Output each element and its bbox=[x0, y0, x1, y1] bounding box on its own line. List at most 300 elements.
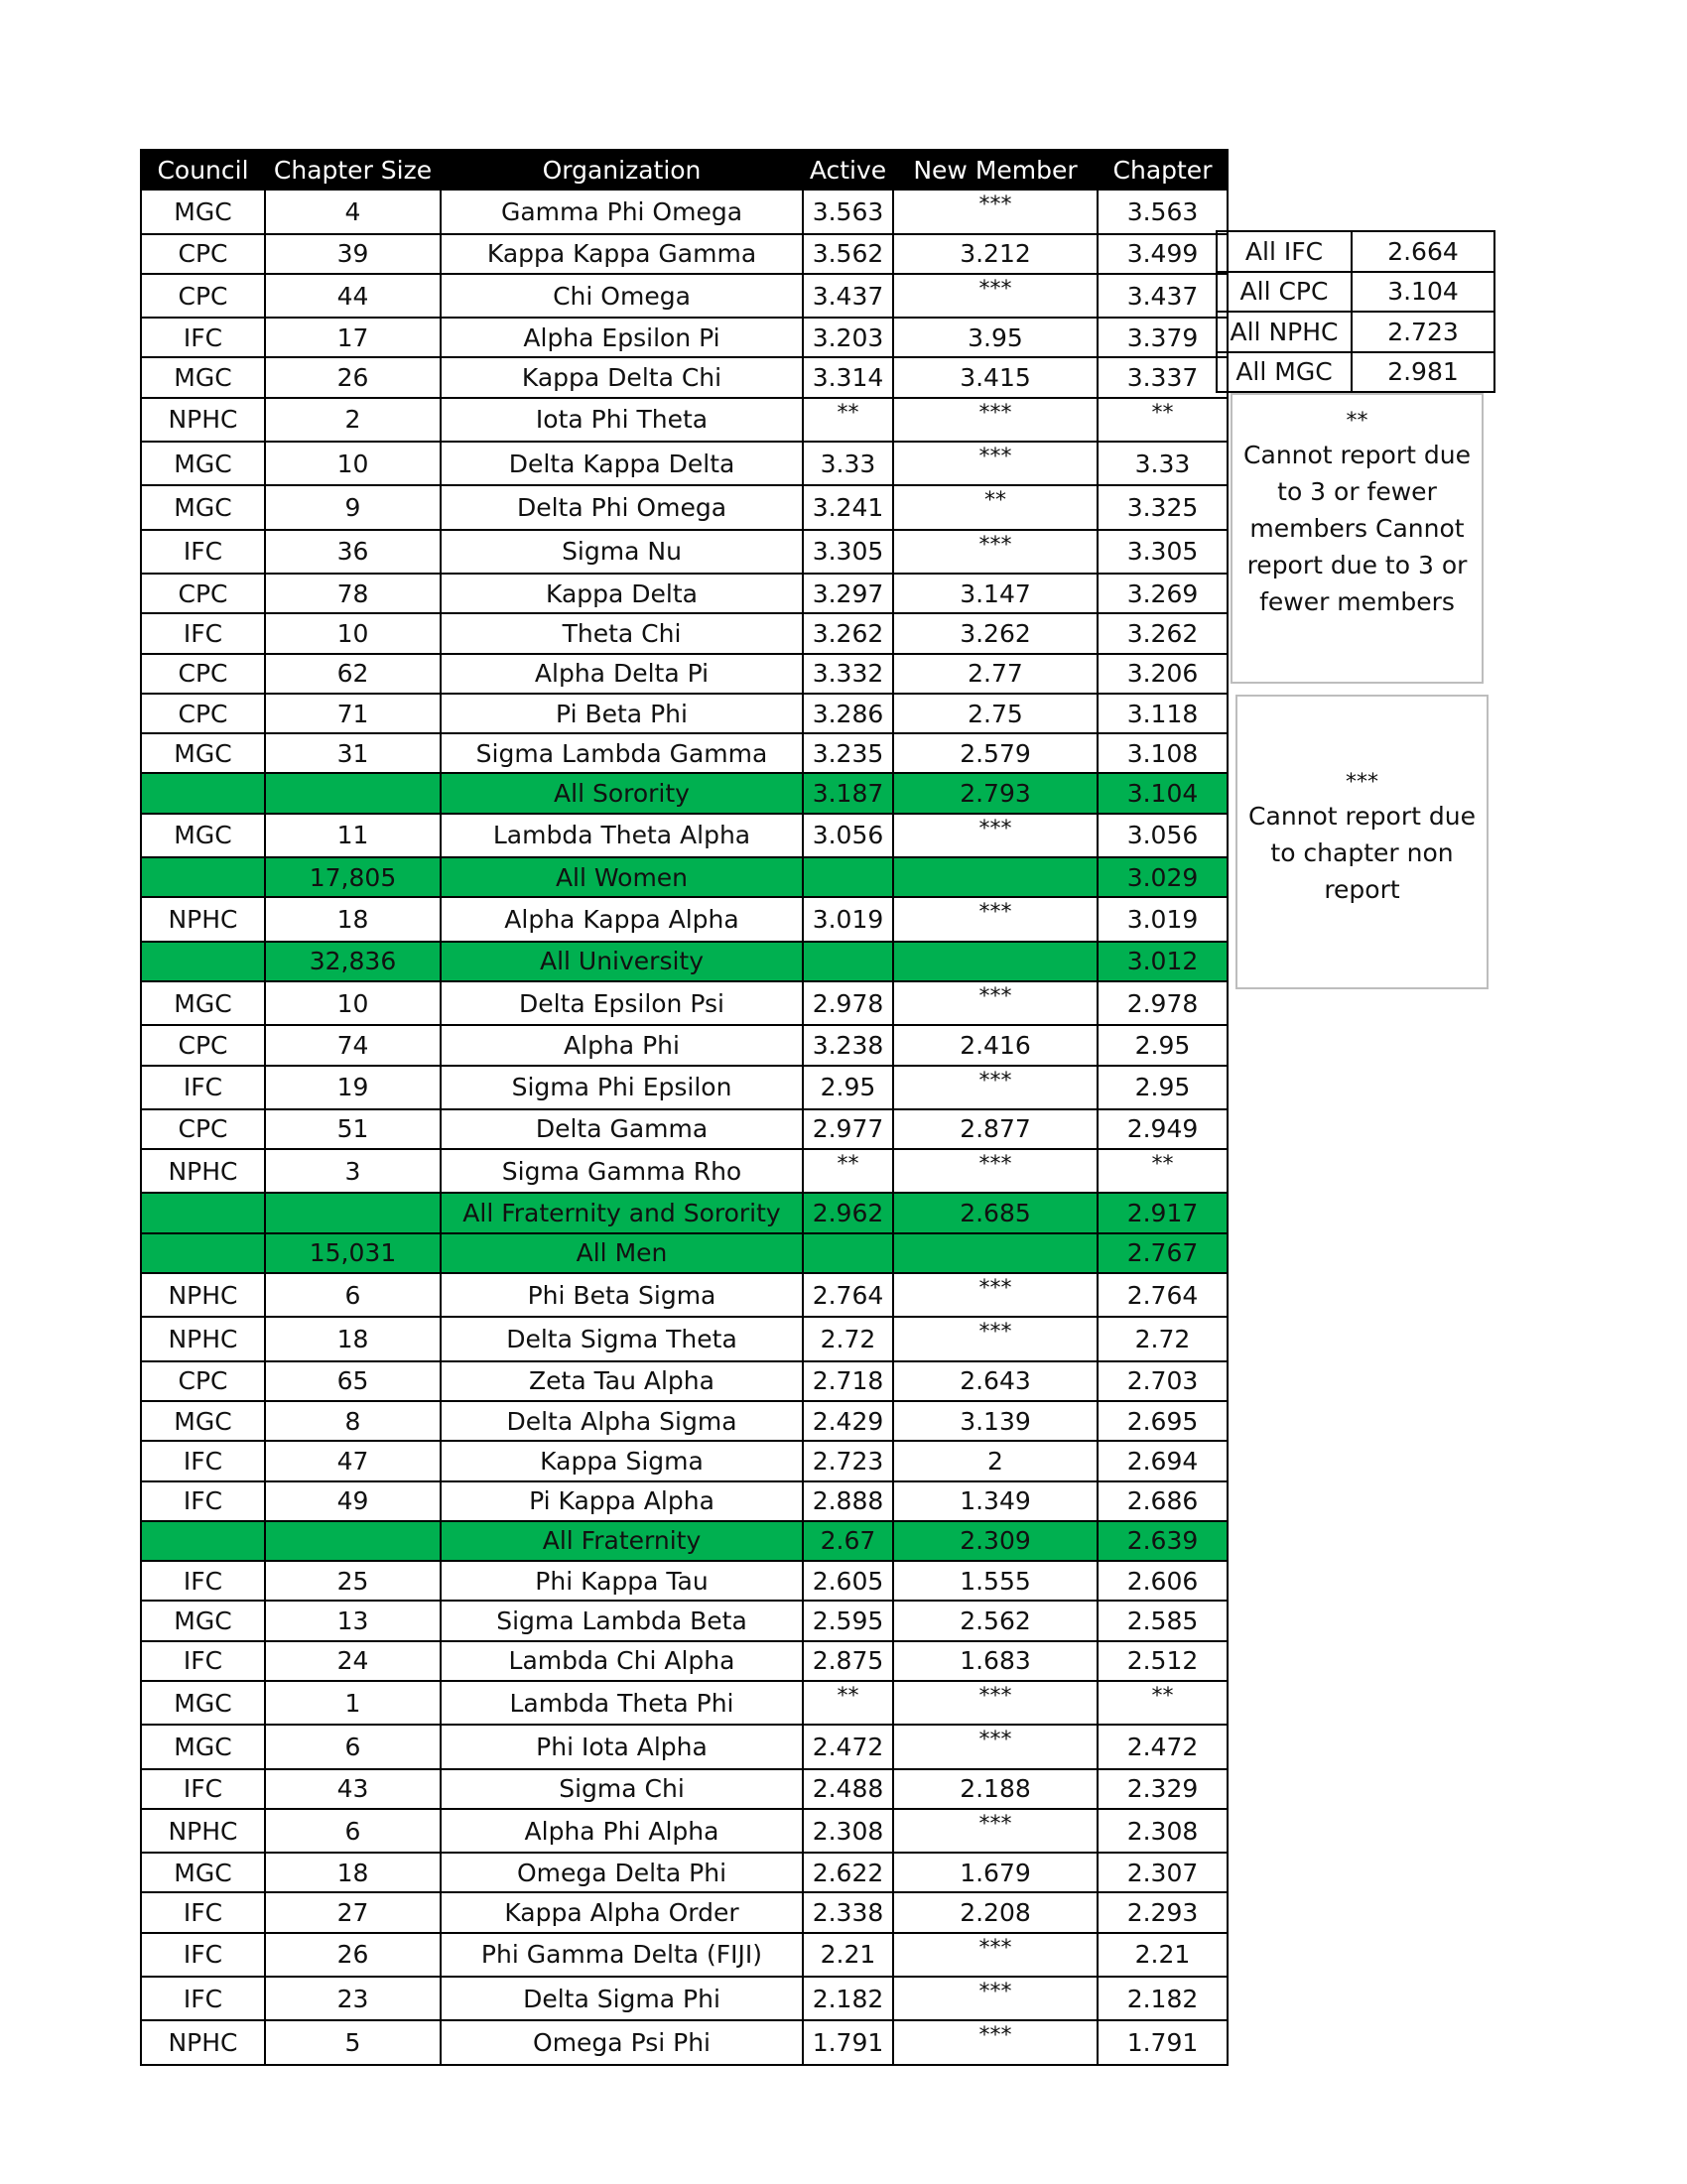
new-member-gpa-cell: *** bbox=[893, 814, 1098, 857]
new-member-gpa-cell: *** bbox=[893, 398, 1098, 442]
note-double-asterisk bbox=[1231, 393, 1484, 684]
new-member-gpa-cell: *** bbox=[893, 1809, 1098, 1853]
chapter-size-cell: 65 bbox=[265, 1361, 441, 1401]
active-gpa-cell: 2.875 bbox=[803, 1641, 893, 1681]
new-member-gpa-cell: 2.685 bbox=[893, 1193, 1098, 1232]
active-gpa-cell: 3.238 bbox=[803, 1025, 893, 1065]
table-row bbox=[141, 485, 1228, 529]
council-cell bbox=[141, 1193, 265, 1232]
chapter-gpa-cell: 2.917 bbox=[1098, 1193, 1228, 1232]
active-gpa-cell: 3.286 bbox=[803, 694, 893, 733]
council-cell bbox=[141, 1521, 265, 1561]
council-cell: CPC bbox=[141, 1109, 265, 1149]
organization-cell: Phi Kappa Tau bbox=[441, 1561, 803, 1601]
organization-cell: Pi Kappa Alpha bbox=[441, 1481, 803, 1521]
chapter-size-cell: 39 bbox=[265, 234, 441, 274]
chapter-size-cell: 71 bbox=[265, 694, 441, 733]
chapter-gpa-cell: 3.337 bbox=[1098, 357, 1228, 397]
organization-cell: Lambda Theta Alpha bbox=[441, 814, 803, 857]
council-average-label: All CPC bbox=[1217, 272, 1352, 313]
new-member-gpa-cell: 2.579 bbox=[893, 733, 1098, 773]
organization-cell: Sigma Lambda Gamma bbox=[441, 733, 803, 773]
chapter-gpa-cell: 2.472 bbox=[1098, 1725, 1228, 1768]
organization-cell: All Women bbox=[441, 857, 803, 897]
council-cell: IFC bbox=[141, 1066, 265, 1109]
chapter-gpa-cell: 2.95 bbox=[1098, 1066, 1228, 1109]
chapter-gpa-cell: 3.325 bbox=[1098, 485, 1228, 529]
organization-cell: Delta Epsilon Psi bbox=[441, 981, 803, 1025]
council-cell: NPHC bbox=[141, 1809, 265, 1853]
new-member-gpa-cell: 1.555 bbox=[893, 1561, 1098, 1601]
new-member-gpa-cell: 2.77 bbox=[893, 654, 1098, 694]
organization-cell: Pi Beta Phi bbox=[441, 694, 803, 733]
organization-cell: Delta Phi Omega bbox=[441, 485, 803, 529]
active-gpa-cell: 3.019 bbox=[803, 897, 893, 941]
chapter-gpa-cell: 2.606 bbox=[1098, 1561, 1228, 1601]
council-cell: MGC bbox=[141, 357, 265, 397]
chapter-size-cell: 17 bbox=[265, 318, 441, 357]
table-row bbox=[141, 574, 1228, 613]
table-row bbox=[141, 694, 1228, 733]
new-member-gpa-cell: *** bbox=[893, 1317, 1098, 1360]
chapter-size-cell: 23 bbox=[265, 1977, 441, 2020]
table-row bbox=[141, 1725, 1228, 1768]
council-cell: CPC bbox=[141, 654, 265, 694]
active-gpa-cell: 2.429 bbox=[803, 1401, 893, 1441]
organization-cell: Omega Delta Phi bbox=[441, 1853, 803, 1892]
note-symbol: ** bbox=[1346, 409, 1368, 434]
chapter-gpa-cell: 2.695 bbox=[1098, 1401, 1228, 1441]
chapter-gpa-cell: 1.791 bbox=[1098, 2020, 1228, 2064]
new-member-gpa-cell: 2 bbox=[893, 1441, 1098, 1480]
chapter-size-cell: 74 bbox=[265, 1025, 441, 1065]
chapter-gpa-cell: 2.585 bbox=[1098, 1601, 1228, 1640]
chapter-gpa-cell: 3.437 bbox=[1098, 274, 1228, 318]
active-gpa-cell: 2.95 bbox=[803, 1066, 893, 1109]
organization-cell: All University bbox=[441, 942, 803, 981]
organization-cell: Kappa Kappa Gamma bbox=[441, 234, 803, 274]
new-member-gpa-cell: *** bbox=[893, 1933, 1098, 1977]
chapter-gpa-cell: ** bbox=[1098, 1681, 1228, 1725]
council-average-row bbox=[1217, 231, 1494, 272]
chapter-size-cell: 10 bbox=[265, 981, 441, 1025]
organization-cell: All Men bbox=[441, 1233, 803, 1273]
chapter-gpa-cell: 2.639 bbox=[1098, 1521, 1228, 1561]
council-cell: IFC bbox=[141, 1561, 265, 1601]
council-average-row bbox=[1217, 272, 1494, 313]
table-row bbox=[141, 1401, 1228, 1441]
council-cell: NPHC bbox=[141, 1149, 265, 1193]
chapter-size-cell: 24 bbox=[265, 1641, 441, 1681]
organization-cell: Kappa Delta Chi bbox=[441, 357, 803, 397]
table-row bbox=[141, 1149, 1228, 1193]
new-member-gpa-cell: 2.793 bbox=[893, 773, 1098, 813]
active-gpa-cell: 3.187 bbox=[803, 773, 893, 813]
organization-cell: Kappa Sigma bbox=[441, 1441, 803, 1480]
gpa-report-table bbox=[140, 149, 1229, 2066]
chapter-gpa-cell: 3.499 bbox=[1098, 234, 1228, 274]
organization-cell: Alpha Phi Alpha bbox=[441, 1809, 803, 1853]
chapter-size-cell: 17,805 bbox=[265, 857, 441, 897]
council-cell: IFC bbox=[141, 1441, 265, 1480]
council-average-label: All MGC bbox=[1217, 352, 1352, 393]
chapter-size-cell: 62 bbox=[265, 654, 441, 694]
note-triple-asterisk bbox=[1235, 695, 1489, 989]
organization-cell: Sigma Gamma Rho bbox=[441, 1149, 803, 1193]
council-average-label: All IFC bbox=[1217, 231, 1352, 272]
chapter-gpa-cell: 2.307 bbox=[1098, 1853, 1228, 1892]
chapter-gpa-cell: 2.694 bbox=[1098, 1441, 1228, 1480]
new-member-gpa-cell: 3.147 bbox=[893, 574, 1098, 613]
header-row bbox=[141, 150, 1228, 190]
new-member-gpa-cell: *** bbox=[893, 1977, 1098, 2020]
table-row bbox=[141, 897, 1228, 941]
organization-cell: All Sorority bbox=[441, 773, 803, 813]
table-row bbox=[141, 654, 1228, 694]
chapter-gpa-cell: 3.563 bbox=[1098, 190, 1228, 233]
council-cell: IFC bbox=[141, 1977, 265, 2020]
council-cell: IFC bbox=[141, 1481, 265, 1521]
active-gpa-cell: 3.563 bbox=[803, 190, 893, 233]
council-average-row bbox=[1217, 352, 1494, 393]
council-average-label: All NPHC bbox=[1217, 312, 1352, 352]
organization-cell: Theta Chi bbox=[441, 613, 803, 653]
chapter-size-cell: 5 bbox=[265, 2020, 441, 2064]
chapter-gpa-cell: 3.104 bbox=[1098, 773, 1228, 813]
new-member-gpa-cell: 2.208 bbox=[893, 1892, 1098, 1932]
chapter-gpa-cell: 3.012 bbox=[1098, 942, 1228, 981]
active-gpa-cell: 3.297 bbox=[803, 574, 893, 613]
new-member-gpa-cell: *** bbox=[893, 1681, 1098, 1725]
active-gpa-cell: 2.595 bbox=[803, 1601, 893, 1640]
active-gpa-cell: 2.308 bbox=[803, 1809, 893, 1853]
new-member-gpa-cell: 2.75 bbox=[893, 694, 1098, 733]
chapter-size-cell: 18 bbox=[265, 897, 441, 941]
chapter-gpa-cell: ** bbox=[1098, 398, 1228, 442]
new-member-gpa-cell: *** bbox=[893, 1725, 1098, 1768]
chapter-size-cell: 36 bbox=[265, 530, 441, 574]
new-member-gpa-cell: 2.562 bbox=[893, 1601, 1098, 1640]
chapter-gpa-cell: 3.33 bbox=[1098, 442, 1228, 485]
organization-cell: Phi Gamma Delta (FIJI) bbox=[441, 1933, 803, 1977]
active-gpa-cell: 2.67 bbox=[803, 1521, 893, 1561]
summary-row bbox=[141, 1521, 1228, 1561]
chapter-size-cell: 13 bbox=[265, 1601, 441, 1640]
table-row bbox=[141, 1933, 1228, 1977]
active-gpa-cell: 2.764 bbox=[803, 1273, 893, 1317]
chapter-size-cell: 26 bbox=[265, 357, 441, 397]
chapter-size-cell: 4 bbox=[265, 190, 441, 233]
chapter-size-cell: 51 bbox=[265, 1109, 441, 1149]
organization-cell: Phi Iota Alpha bbox=[441, 1725, 803, 1768]
council-cell bbox=[141, 1233, 265, 1273]
council-cell: IFC bbox=[141, 530, 265, 574]
active-gpa-cell: 2.472 bbox=[803, 1725, 893, 1768]
chapter-gpa-cell: 2.21 bbox=[1098, 1933, 1228, 1977]
council-cell: CPC bbox=[141, 274, 265, 318]
organization-cell: Kappa Delta bbox=[441, 574, 803, 613]
active-gpa-cell: 2.978 bbox=[803, 981, 893, 1025]
council-cell: MGC bbox=[141, 1725, 265, 1768]
table-row bbox=[141, 733, 1228, 773]
new-member-gpa-cell: 2.309 bbox=[893, 1521, 1098, 1561]
council-cell: CPC bbox=[141, 1361, 265, 1401]
new-member-gpa-cell: *** bbox=[893, 1066, 1098, 1109]
summary-row bbox=[141, 942, 1228, 981]
new-member-gpa-cell: *** bbox=[893, 2020, 1098, 2064]
new-member-gpa-cell: 2.188 bbox=[893, 1769, 1098, 1809]
council-cell: MGC bbox=[141, 190, 265, 233]
table-row bbox=[141, 1273, 1228, 1317]
header-new-member: New Member bbox=[893, 150, 1098, 190]
organization-cell: Delta Sigma Theta bbox=[441, 1317, 803, 1360]
active-gpa-cell: 3.203 bbox=[803, 318, 893, 357]
organization-cell: Lambda Theta Phi bbox=[441, 1681, 803, 1725]
new-member-gpa-cell: 2.877 bbox=[893, 1109, 1098, 1149]
council-cell: IFC bbox=[141, 1933, 265, 1977]
new-member-gpa-cell: 3.139 bbox=[893, 1401, 1098, 1441]
chapter-gpa-cell: 2.703 bbox=[1098, 1361, 1228, 1401]
chapter-size-cell bbox=[265, 1521, 441, 1561]
council-cell: IFC bbox=[141, 1769, 265, 1809]
header-chapter-size: Chapter Size bbox=[265, 150, 441, 190]
active-gpa-cell: 2.72 bbox=[803, 1317, 893, 1360]
new-member-gpa-cell: *** bbox=[893, 897, 1098, 941]
new-member-gpa-cell: 2.643 bbox=[893, 1361, 1098, 1401]
council-cell: NPHC bbox=[141, 2020, 265, 2064]
chapter-gpa-cell: 3.269 bbox=[1098, 574, 1228, 613]
chapter-size-cell: 2 bbox=[265, 398, 441, 442]
new-member-gpa-cell: 2.416 bbox=[893, 1025, 1098, 1065]
new-member-gpa-cell: 1.349 bbox=[893, 1481, 1098, 1521]
chapter-size-cell: 47 bbox=[265, 1441, 441, 1480]
active-gpa-cell: 2.488 bbox=[803, 1769, 893, 1809]
active-gpa-cell: 3.314 bbox=[803, 357, 893, 397]
table-row bbox=[141, 530, 1228, 574]
table-row bbox=[141, 613, 1228, 653]
organization-cell: Delta Kappa Delta bbox=[441, 442, 803, 485]
chapter-gpa-cell: 2.512 bbox=[1098, 1641, 1228, 1681]
new-member-gpa-cell: *** bbox=[893, 1149, 1098, 1193]
organization-cell: Alpha Delta Pi bbox=[441, 654, 803, 694]
council-cell: CPC bbox=[141, 694, 265, 733]
new-member-gpa-cell: ** bbox=[893, 485, 1098, 529]
header-active: Active bbox=[803, 150, 893, 190]
chapter-gpa-cell: 3.206 bbox=[1098, 654, 1228, 694]
chapter-size-cell: 6 bbox=[265, 1809, 441, 1853]
chapter-size-cell: 43 bbox=[265, 1769, 441, 1809]
table-row bbox=[141, 398, 1228, 442]
table-row bbox=[141, 1892, 1228, 1932]
summary-row bbox=[141, 857, 1228, 897]
active-gpa-cell bbox=[803, 1233, 893, 1273]
council-average-row bbox=[1217, 312, 1494, 352]
table-row bbox=[141, 1317, 1228, 1360]
council-cell: MGC bbox=[141, 981, 265, 1025]
active-gpa-cell: 2.718 bbox=[803, 1361, 893, 1401]
active-gpa-cell: 2.888 bbox=[803, 1481, 893, 1521]
council-average-value: 2.664 bbox=[1352, 231, 1494, 272]
council-cell: MGC bbox=[141, 1601, 265, 1640]
header-organization: Organization bbox=[441, 150, 803, 190]
council-cell: MGC bbox=[141, 1681, 265, 1725]
organization-cell: Iota Phi Theta bbox=[441, 398, 803, 442]
chapter-gpa-cell: 3.108 bbox=[1098, 733, 1228, 773]
table-row bbox=[141, 1441, 1228, 1480]
organization-cell: Lambda Chi Alpha bbox=[441, 1641, 803, 1681]
note-text: Cannot report due to chapter non report bbox=[1248, 802, 1476, 904]
chapter-size-cell: 49 bbox=[265, 1481, 441, 1521]
new-member-gpa-cell: *** bbox=[893, 274, 1098, 318]
active-gpa-cell: 3.332 bbox=[803, 654, 893, 694]
new-member-gpa-cell bbox=[893, 857, 1098, 897]
active-gpa-cell: 2.21 bbox=[803, 1933, 893, 1977]
table-row bbox=[141, 814, 1228, 857]
council-averages-table bbox=[1216, 230, 1495, 393]
organization-cell: Sigma Nu bbox=[441, 530, 803, 574]
chapter-gpa-cell: 2.72 bbox=[1098, 1317, 1228, 1360]
council-cell: IFC bbox=[141, 1641, 265, 1681]
table-row bbox=[141, 1561, 1228, 1601]
chapter-size-cell bbox=[265, 1193, 441, 1232]
table-row bbox=[141, 1025, 1228, 1065]
new-member-gpa-cell: 3.262 bbox=[893, 613, 1098, 653]
active-gpa-cell bbox=[803, 942, 893, 981]
new-member-gpa-cell: *** bbox=[893, 981, 1098, 1025]
active-gpa-cell: 1.791 bbox=[803, 2020, 893, 2064]
council-cell: CPC bbox=[141, 1025, 265, 1065]
organization-cell: Chi Omega bbox=[441, 274, 803, 318]
table-row bbox=[141, 1066, 1228, 1109]
chapter-gpa-cell: 3.118 bbox=[1098, 694, 1228, 733]
chapter-gpa-cell: 2.293 bbox=[1098, 1892, 1228, 1932]
chapter-size-cell: 9 bbox=[265, 485, 441, 529]
chapter-gpa-cell: 3.379 bbox=[1098, 318, 1228, 357]
table-row bbox=[141, 318, 1228, 357]
organization-cell: Gamma Phi Omega bbox=[441, 190, 803, 233]
new-member-gpa-cell: 1.679 bbox=[893, 1853, 1098, 1892]
active-gpa-cell: 3.562 bbox=[803, 234, 893, 274]
chapter-size-cell: 44 bbox=[265, 274, 441, 318]
organization-cell: Delta Gamma bbox=[441, 1109, 803, 1149]
active-gpa-cell: 2.182 bbox=[803, 1977, 893, 2020]
summary-row bbox=[141, 1233, 1228, 1273]
active-gpa-cell: ** bbox=[803, 398, 893, 442]
new-member-gpa-cell: 1.683 bbox=[893, 1641, 1098, 1681]
active-gpa-cell: 3.056 bbox=[803, 814, 893, 857]
new-member-gpa-cell bbox=[893, 1233, 1098, 1273]
chapter-gpa-cell: ** bbox=[1098, 1149, 1228, 1193]
chapter-gpa-cell: 2.308 bbox=[1098, 1809, 1228, 1853]
chapter-size-cell: 3 bbox=[265, 1149, 441, 1193]
active-gpa-cell: 2.605 bbox=[803, 1561, 893, 1601]
council-cell: IFC bbox=[141, 1892, 265, 1932]
chapter-gpa-cell: 3.305 bbox=[1098, 530, 1228, 574]
council-cell bbox=[141, 773, 265, 813]
council-cell: MGC bbox=[141, 1853, 265, 1892]
chapter-size-cell: 78 bbox=[265, 574, 441, 613]
chapter-gpa-cell: 3.019 bbox=[1098, 897, 1228, 941]
chapter-size-cell: 11 bbox=[265, 814, 441, 857]
council-cell bbox=[141, 857, 265, 897]
active-gpa-cell: 2.338 bbox=[803, 1892, 893, 1932]
active-gpa-cell: 2.977 bbox=[803, 1109, 893, 1149]
organization-cell: Delta Sigma Phi bbox=[441, 1977, 803, 2020]
organization-cell: Phi Beta Sigma bbox=[441, 1273, 803, 1317]
new-member-gpa-cell: *** bbox=[893, 530, 1098, 574]
new-member-gpa-cell: 3.212 bbox=[893, 234, 1098, 274]
active-gpa-cell: ** bbox=[803, 1149, 893, 1193]
active-gpa-cell: 3.33 bbox=[803, 442, 893, 485]
new-member-gpa-cell: *** bbox=[893, 442, 1098, 485]
chapter-gpa-cell: 2.95 bbox=[1098, 1025, 1228, 1065]
council-average-value: 2.723 bbox=[1352, 312, 1494, 352]
chapter-size-cell: 25 bbox=[265, 1561, 441, 1601]
note-symbol: *** bbox=[1346, 770, 1378, 795]
active-gpa-cell: 3.241 bbox=[803, 485, 893, 529]
council-cell: MGC bbox=[141, 814, 265, 857]
organization-cell: All Fraternity bbox=[441, 1521, 803, 1561]
summary-row bbox=[141, 773, 1228, 813]
council-cell: MGC bbox=[141, 442, 265, 485]
table-row bbox=[141, 1853, 1228, 1892]
table-row bbox=[141, 1641, 1228, 1681]
new-member-gpa-cell: 3.415 bbox=[893, 357, 1098, 397]
chapter-gpa-cell: 2.329 bbox=[1098, 1769, 1228, 1809]
active-gpa-cell: 3.262 bbox=[803, 613, 893, 653]
organization-cell: Alpha Phi bbox=[441, 1025, 803, 1065]
new-member-gpa-cell: *** bbox=[893, 1273, 1098, 1317]
active-gpa-cell: 3.305 bbox=[803, 530, 893, 574]
chapter-gpa-cell: 2.764 bbox=[1098, 1273, 1228, 1317]
table-row bbox=[141, 190, 1228, 233]
table-row bbox=[141, 1109, 1228, 1149]
chapter-gpa-cell: 3.029 bbox=[1098, 857, 1228, 897]
council-cell: IFC bbox=[141, 613, 265, 653]
note-text: Cannot report due to 3 or fewer members Cannot report due to 3 or fewer members bbox=[1243, 441, 1471, 616]
organization-cell: All Fraternity and Sorority bbox=[441, 1193, 803, 1232]
table-row bbox=[141, 442, 1228, 485]
chapter-gpa-cell: 2.949 bbox=[1098, 1109, 1228, 1149]
chapter-size-cell: 15,031 bbox=[265, 1233, 441, 1273]
chapter-gpa-cell: 2.767 bbox=[1098, 1233, 1228, 1273]
chapter-size-cell: 18 bbox=[265, 1317, 441, 1360]
council-cell: IFC bbox=[141, 318, 265, 357]
council-average-value: 2.981 bbox=[1352, 352, 1494, 393]
table-row bbox=[141, 274, 1228, 318]
header-chapter: Chapter bbox=[1098, 150, 1228, 190]
chapter-size-cell: 19 bbox=[265, 1066, 441, 1109]
new-member-gpa-cell: 3.95 bbox=[893, 318, 1098, 357]
chapter-size-cell: 27 bbox=[265, 1892, 441, 1932]
organization-cell: Omega Psi Phi bbox=[441, 2020, 803, 2064]
chapter-gpa-cell: 2.978 bbox=[1098, 981, 1228, 1025]
council-cell: MGC bbox=[141, 733, 265, 773]
table-row bbox=[141, 1681, 1228, 1725]
council-cell: CPC bbox=[141, 574, 265, 613]
council-cell: MGC bbox=[141, 1401, 265, 1441]
active-gpa-cell: 2.723 bbox=[803, 1441, 893, 1480]
organization-cell: Kappa Alpha Order bbox=[441, 1892, 803, 1932]
table-row bbox=[141, 357, 1228, 397]
chapter-size-cell: 32,836 bbox=[265, 942, 441, 981]
chapter-size-cell: 6 bbox=[265, 1725, 441, 1768]
chapter-size-cell: 10 bbox=[265, 442, 441, 485]
organization-cell: Zeta Tau Alpha bbox=[441, 1361, 803, 1401]
council-cell: NPHC bbox=[141, 398, 265, 442]
council-cell: NPHC bbox=[141, 1273, 265, 1317]
chapter-size-cell: 10 bbox=[265, 613, 441, 653]
